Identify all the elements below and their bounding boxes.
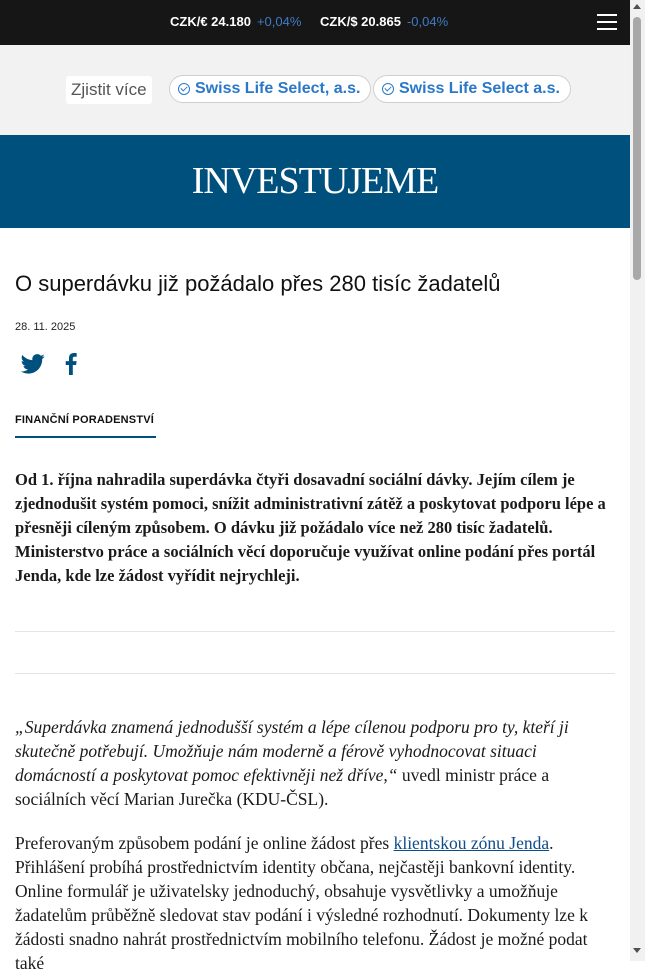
rate-usd-change: -0,04% — [406, 14, 449, 29]
rate-eur-value: CZK/€ 24.180 — [170, 14, 251, 29]
rate-usd-value: CZK/$ 20.865 — [320, 14, 401, 29]
learn-more-label: Zjistit více — [66, 76, 152, 104]
body-text-start: Preferovaným způsobem podání je online žádost přes — [15, 833, 394, 853]
hamburger-menu-icon[interactable] — [597, 13, 617, 31]
quote-attribution: uvedl ministr práce a sociálních věcí Marian Jurečka (KDU-ČSL). — [15, 765, 550, 809]
quote-text: „Superdávka znamená jednodušší systém a lépe cílenou podporu pro ty, kteří ji skutečně potřebují. Umožňuje nám moderně a férově vyhodnocovat situaci domácností a poskytovat pomoc efektivněji než dříve,“ — [15, 717, 569, 785]
article-lead: Od 1. října nahradila superdávka čtyři dosavadní sociální dávky. Jejím cílem je zjednodušit systém pomoci, snížit administrativní zátěž a poskytovat podporu lépe a přesněji cíleným způsobem. O dávku již požádalo více než 280 tisíc žadatelů. Ministerstvo práce a sociálních věcí doporučuje využívat online podání přes portál Jenda, kde lze žádost vyřídit nejrychleji. — [15, 470, 606, 585]
scroll-down-arrow-icon[interactable] — [633, 948, 641, 953]
currency-bar — [0, 0, 630, 45]
divider — [15, 631, 615, 632]
article-title: O superdávku již požádalo přes 280 tisíc žadatelů — [15, 271, 501, 296]
category-underline — [15, 436, 156, 438]
download-icon — [382, 83, 394, 95]
body-text-rest: . Přihlášení probíhá prostřednictvím identity občana, nejčastěji bankovní identity. Online formulář je uživatelsky jednoduchý, obsahuje vysvětlivky a umožňuje žadatelům průběžně sledovat stav podání i výsledné rozhodnutí. Dokumenty lze k žádosti snadno nahrát prostřednictvím mobilního telefonu. Žádost je možné podat také — [15, 833, 588, 973]
rate-eur — [170, 14, 301, 29]
rate-usd — [320, 14, 448, 29]
sponsor-link-2-label: Swiss Life Select a.s. — [399, 80, 560, 97]
scroll-up-arrow-icon[interactable] — [633, 4, 641, 9]
quote-paragraph — [15, 715, 615, 811]
vertical-scrollbar[interactable] — [630, 0, 645, 961]
article-date: 28. 11. 2025 — [15, 321, 76, 333]
client-zone-link[interactable]: klientskou zónu Jenda — [393, 833, 550, 853]
twitter-icon[interactable] — [21, 353, 45, 375]
download-icon — [178, 83, 190, 95]
sponsor-link-1[interactable] — [169, 75, 371, 103]
sponsor-link-1-label: Swiss Life Select, a.s. — [195, 80, 361, 97]
body-paragraph — [15, 831, 615, 975]
brand-banner — [0, 135, 630, 228]
scrollbar-thumb[interactable] — [633, 17, 641, 280]
brand-logo[interactable]: INVESTUJEME — [191, 160, 439, 202]
article-category[interactable]: FINANČNÍ PORADENSTVÍ — [15, 414, 155, 426]
rate-eur-change: +0,04% — [256, 14, 302, 29]
sponsor-link-2[interactable] — [373, 75, 571, 103]
divider — [15, 673, 615, 674]
facebook-icon[interactable] — [63, 353, 79, 375]
